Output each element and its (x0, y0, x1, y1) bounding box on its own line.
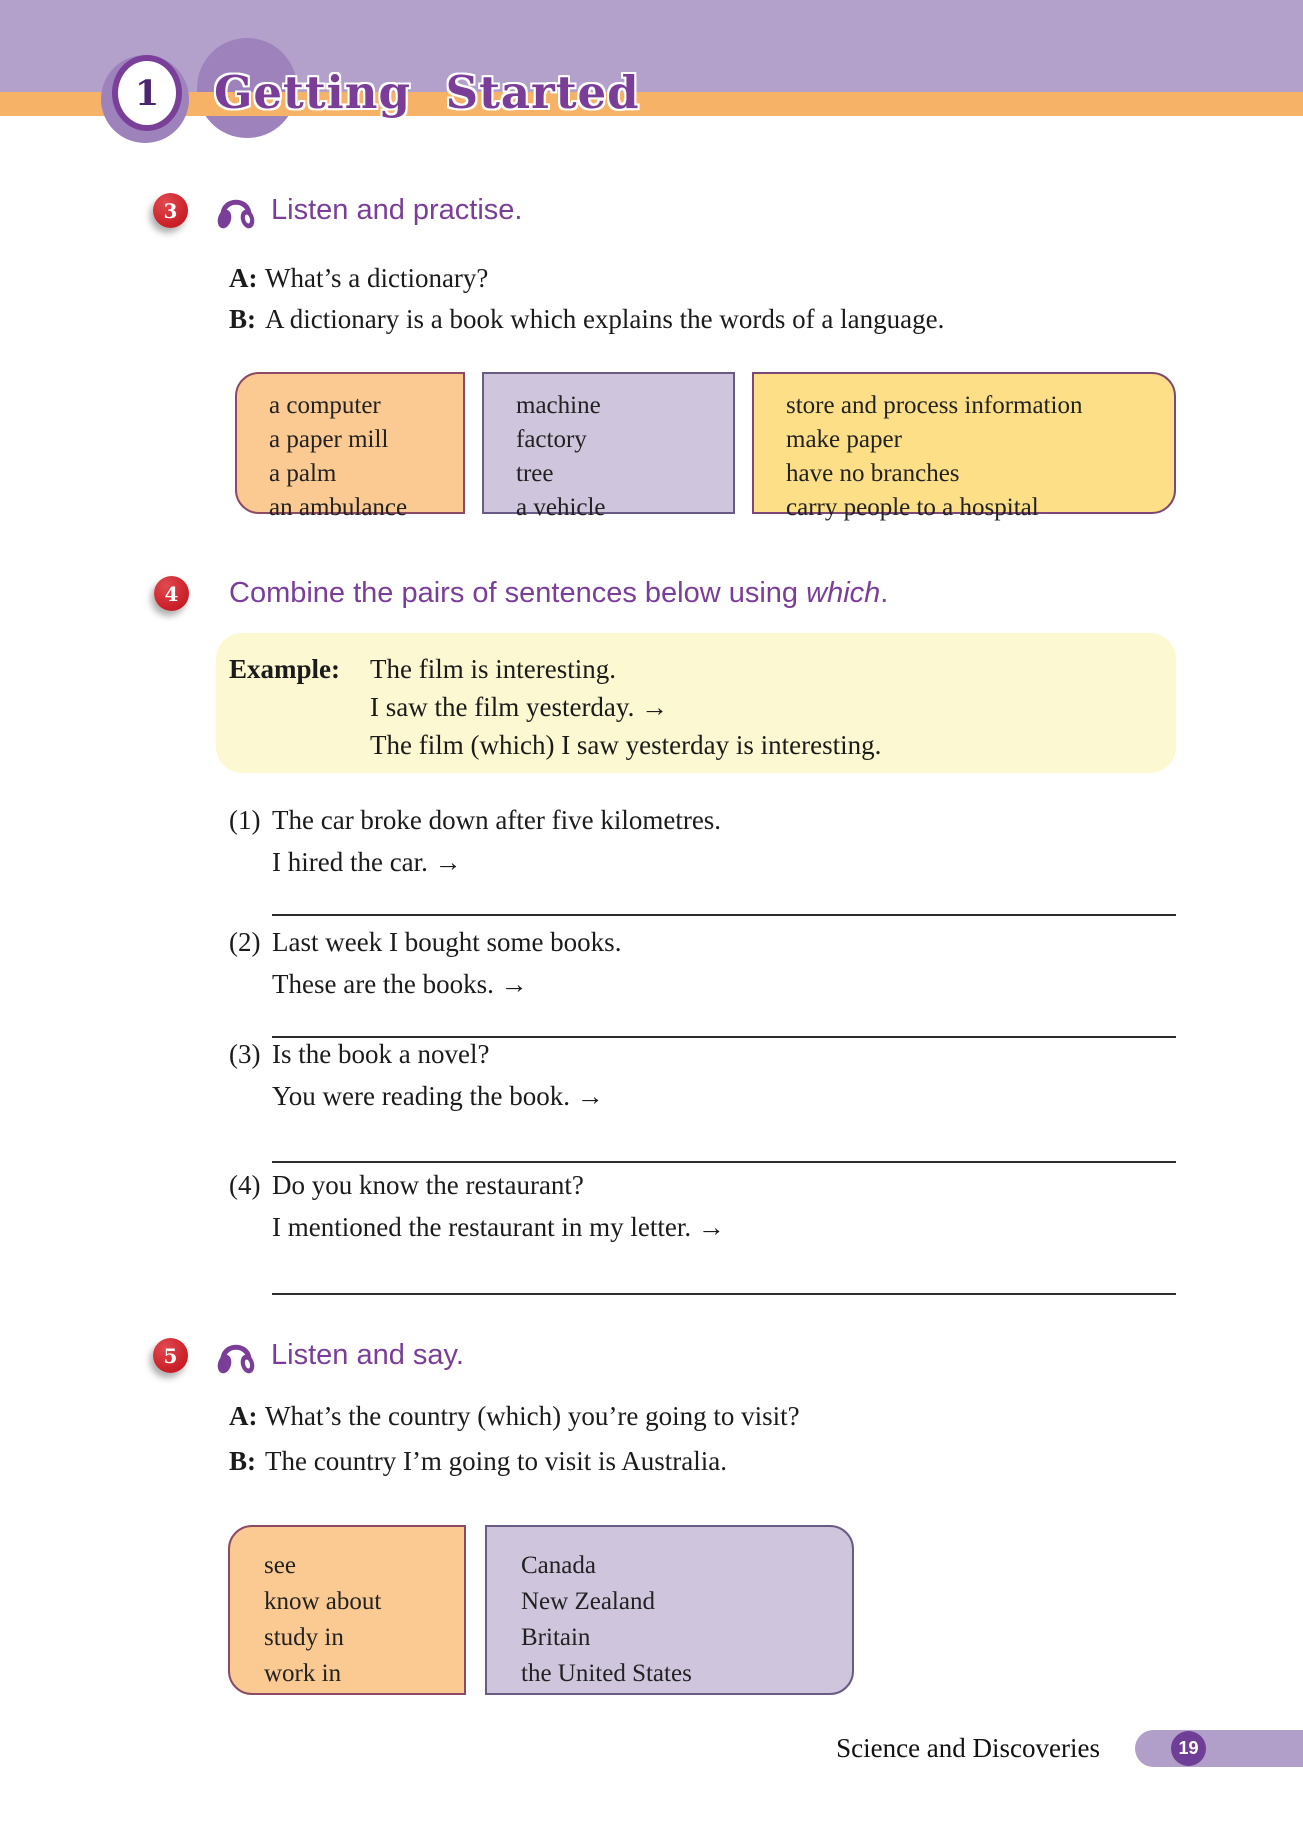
exercise-5-number: 5 (163, 1343, 178, 1368)
page-number: 19 (1178, 1738, 1199, 1758)
unit-number: 1 (134, 72, 160, 114)
word-item: store and process information (786, 392, 1083, 419)
dialogue-line-a (229, 1401, 800, 1432)
exercise-item-4 (229, 1164, 725, 1248)
example-label: Example: (229, 654, 340, 684)
word-box-orange (235, 372, 465, 521)
word-item: a vehicle (516, 494, 606, 521)
word-item: a computer (269, 392, 381, 419)
word-item: New Zealand (521, 1588, 655, 1615)
word-box-purple (485, 1525, 854, 1695)
exercise-3-heading: Listen and practise. (271, 194, 523, 226)
example-line: The film is interesting. (370, 654, 616, 684)
word-item: machine (516, 392, 601, 419)
example-line: The film (which) I saw yesterday is interesting. (370, 730, 882, 760)
word-item: see (264, 1552, 296, 1579)
headphones-icon (216, 189, 256, 233)
item-sentence: The car broke down after five kilometres. (272, 805, 722, 835)
dialogue-line-b (229, 1446, 727, 1477)
heading-text: . (880, 577, 889, 609)
word-item: Canada (521, 1552, 596, 1579)
answer-line[interactable] (272, 914, 1176, 916)
item-number: (1) (229, 805, 261, 835)
item-sentence: Is the book a novel? (272, 1039, 490, 1069)
example-line: I saw the film yesterday. → (370, 692, 669, 722)
dialogue-text: What’s a dictionary? (265, 263, 489, 293)
word-item: work in (264, 1660, 342, 1687)
page-number-badge (1171, 1731, 1206, 1766)
dialogue-line-a (229, 263, 488, 294)
word-box-yellow (752, 372, 1176, 521)
example-panel (216, 633, 1176, 773)
item-sentence: Do you know the restaurant? (272, 1170, 584, 1200)
example-row (229, 650, 1176, 688)
word-box-purple (482, 372, 735, 521)
exercise-item-3 (229, 1033, 604, 1117)
word-item: a paper mill (269, 426, 389, 453)
exercise-5-number-badge (153, 1338, 188, 1373)
word-item: factory (516, 426, 587, 453)
dialogue-line-b (229, 304, 944, 335)
item-sentence: I hired the car. → (272, 847, 462, 877)
word-item: a palm (269, 460, 337, 487)
item-sentence: These are the books. → (272, 969, 528, 999)
word-item: an ambulance (269, 494, 408, 521)
exercise-4-number-badge (154, 576, 189, 611)
word-item: have no branches (786, 460, 960, 487)
section-title: Science and Discoveries (836, 1733, 1100, 1763)
word-item: make paper (786, 426, 902, 453)
item-sentence: I mentioned the restaurant in my letter. → (272, 1212, 725, 1242)
item-sentence: You were reading the book. → (272, 1081, 604, 1111)
exercise-item-2 (229, 921, 621, 1005)
header-orange-band (0, 92, 1303, 116)
dialogue-text: The country I’m going to visit is Australia. (265, 1446, 727, 1476)
word-item: the United States (521, 1660, 692, 1687)
answer-line[interactable] (272, 1293, 1176, 1295)
header-purple-band (0, 0, 1303, 92)
exercise-3-number: 3 (163, 198, 178, 223)
item-number: (2) (229, 927, 261, 957)
dialogue-text: What’s the country (which) you’re going to visit? (265, 1401, 800, 1431)
exercise-4-heading (229, 577, 888, 610)
word-item: know about (264, 1588, 382, 1615)
word-item: tree (516, 460, 554, 487)
exercise-5-heading: Listen and say. (271, 1339, 464, 1371)
exercise-4-number: 4 (164, 581, 179, 606)
word-box-orange (228, 1525, 466, 1695)
speaker-label: A: (229, 263, 258, 293)
answer-line[interactable] (272, 1161, 1176, 1163)
word-item: Britain (521, 1624, 591, 1651)
unit-number-badge (112, 55, 182, 131)
word-item: study in (264, 1624, 344, 1651)
item-number: (4) (229, 1170, 261, 1200)
item-number: (3) (229, 1039, 261, 1069)
speaker-label: A: (229, 1401, 258, 1431)
page-number-pill (1135, 1730, 1303, 1767)
page-title: Getting Started (214, 66, 640, 119)
speaker-label: B: (229, 304, 256, 334)
speaker-label: B: (229, 1446, 256, 1476)
heading-text: Combine the pairs of sentences below using (229, 577, 807, 609)
exercise-item-1 (229, 799, 721, 883)
headphones-icon (216, 1334, 256, 1378)
heading-keyword-italic: which (806, 577, 881, 609)
dialogue-text: A dictionary is a book which explains the words of a language. (265, 304, 945, 334)
item-sentence: Last week I bought some books. (272, 927, 622, 957)
word-item: carry people to a hospital (786, 494, 1039, 521)
exercise-3-number-badge (153, 193, 188, 228)
